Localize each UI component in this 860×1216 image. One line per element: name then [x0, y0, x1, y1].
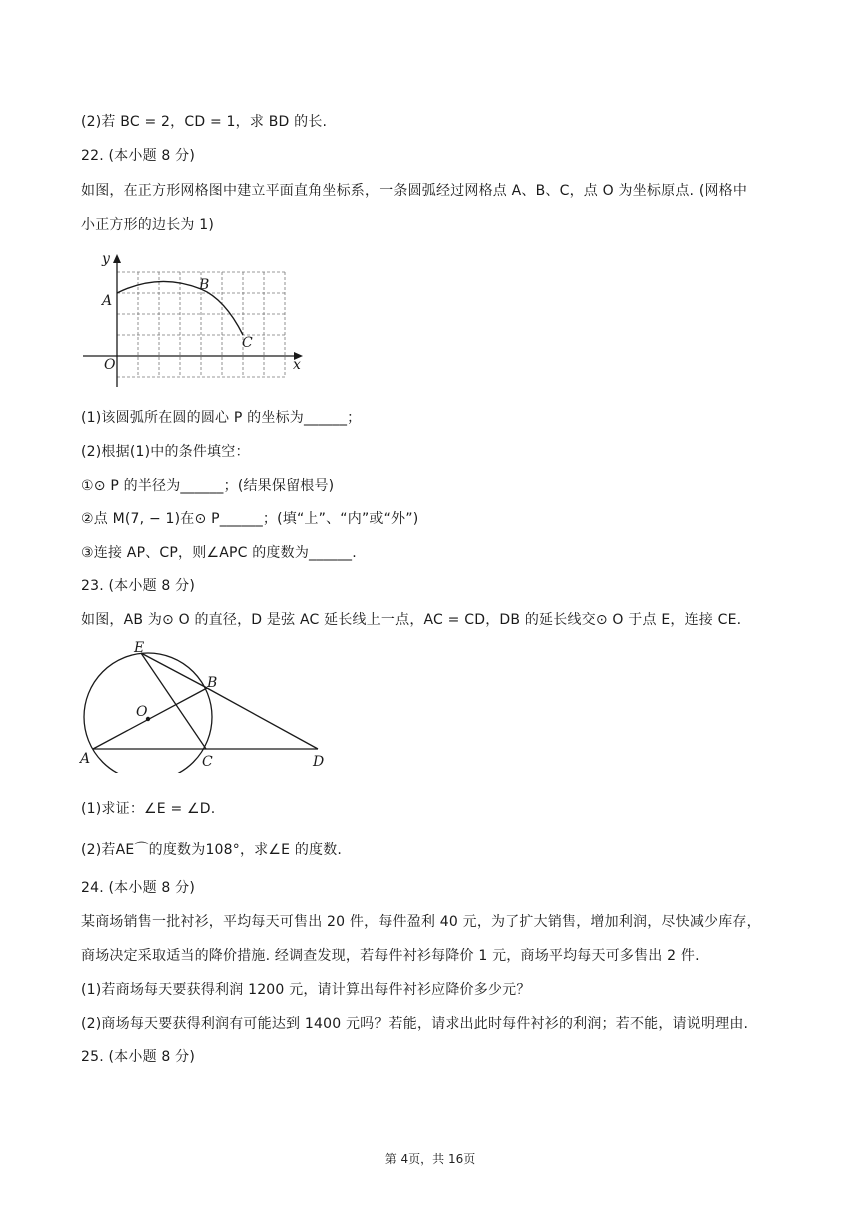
q23-part1: (1)求证：∠E = ∠D. — [81, 801, 216, 817]
q23-circle-figure — [75, 635, 335, 773]
y-axis-label: y — [102, 251, 110, 267]
q25-header: 25. (本小题 8 分) — [81, 1049, 196, 1065]
q24-part2: (2)商场每天要获得利润有可能达到 1400 元吗？若能，请求出此时每件衬衫的利润；若不能，请说明理由. — [81, 1016, 749, 1032]
q22-part1: (1)该圆弧所在圆的圆心 P 的坐标为______； — [81, 410, 362, 426]
label-b: B — [199, 277, 210, 293]
q22-sub1: ①⊙ P 的半径为______；(结果保留根号) — [81, 478, 335, 494]
q22-grid-figure — [75, 247, 310, 389]
label-a: A — [102, 293, 113, 309]
q24-stem-line2: 商场决定采取适当的降价措施. 经调查发现，若每件衬衫每降价 1 元，商场平均每天可多售出 2 件. — [81, 948, 700, 964]
label-a: A — [80, 751, 91, 767]
label-c: C — [202, 754, 213, 770]
page-footer: 第 4页，共 16页 — [384, 1152, 476, 1166]
label-c: C — [242, 335, 253, 351]
q22-stem-line1: 如图，在正方形网格图中建立平面直角坐标系，一条圆弧经过网格点 A、B、C，点 O 为坐标原点. (网格中 — [81, 183, 748, 199]
label-o: O — [136, 704, 148, 720]
q22-part2: (2)根据(1)中的条件填空： — [81, 444, 250, 460]
label-d: D — [313, 754, 325, 770]
segments — [93, 653, 318, 749]
x-axis-label: x — [293, 357, 301, 373]
q23-stem: 如图，AB 为⊙ O 的直径，D 是弦 AC 延长线上一点，AC = CD，DB 的延长线交⊙ O 于点 E，连接 CE. — [81, 612, 742, 628]
q24-stem-line1: 某商场销售一批衬衫，平均每天可售出 20 件，每件盈利 40 元，为了扩大销售，增加利润，尽快减少库存， — [81, 914, 761, 930]
label-b: B — [207, 675, 218, 691]
q22-sub3: ③连接 AP、CP，则∠APC 的度数为______. — [81, 545, 357, 561]
q21-part2: (2)若 BC = 2，CD = 1，求 BD 的长. — [81, 114, 328, 130]
q24-header: 24. (本小题 8 分) — [81, 880, 196, 896]
q22-stem-line2: 小正方形的边长为 1) — [81, 217, 215, 233]
coordinate-axes — [83, 254, 303, 387]
q22-sub2: ②点 M(7, − 1)在⊙ P______；(填“上”、“内”或“外”) — [81, 511, 419, 527]
q23-header: 23. (本小题 8 分) — [81, 578, 196, 594]
q22-header: 22. (本小题 8 分) — [81, 148, 196, 164]
circle-o — [84, 653, 212, 773]
q23-part2: (2)若AE⌒的度数为108°，求∠E 的度数. — [81, 842, 343, 858]
label-e: E — [134, 640, 145, 656]
label-o: O — [104, 357, 116, 373]
q24-part1: (1)若商场每天要获得利润 1200 元，请计算出每件衬衫应降价多少元？ — [81, 982, 531, 998]
